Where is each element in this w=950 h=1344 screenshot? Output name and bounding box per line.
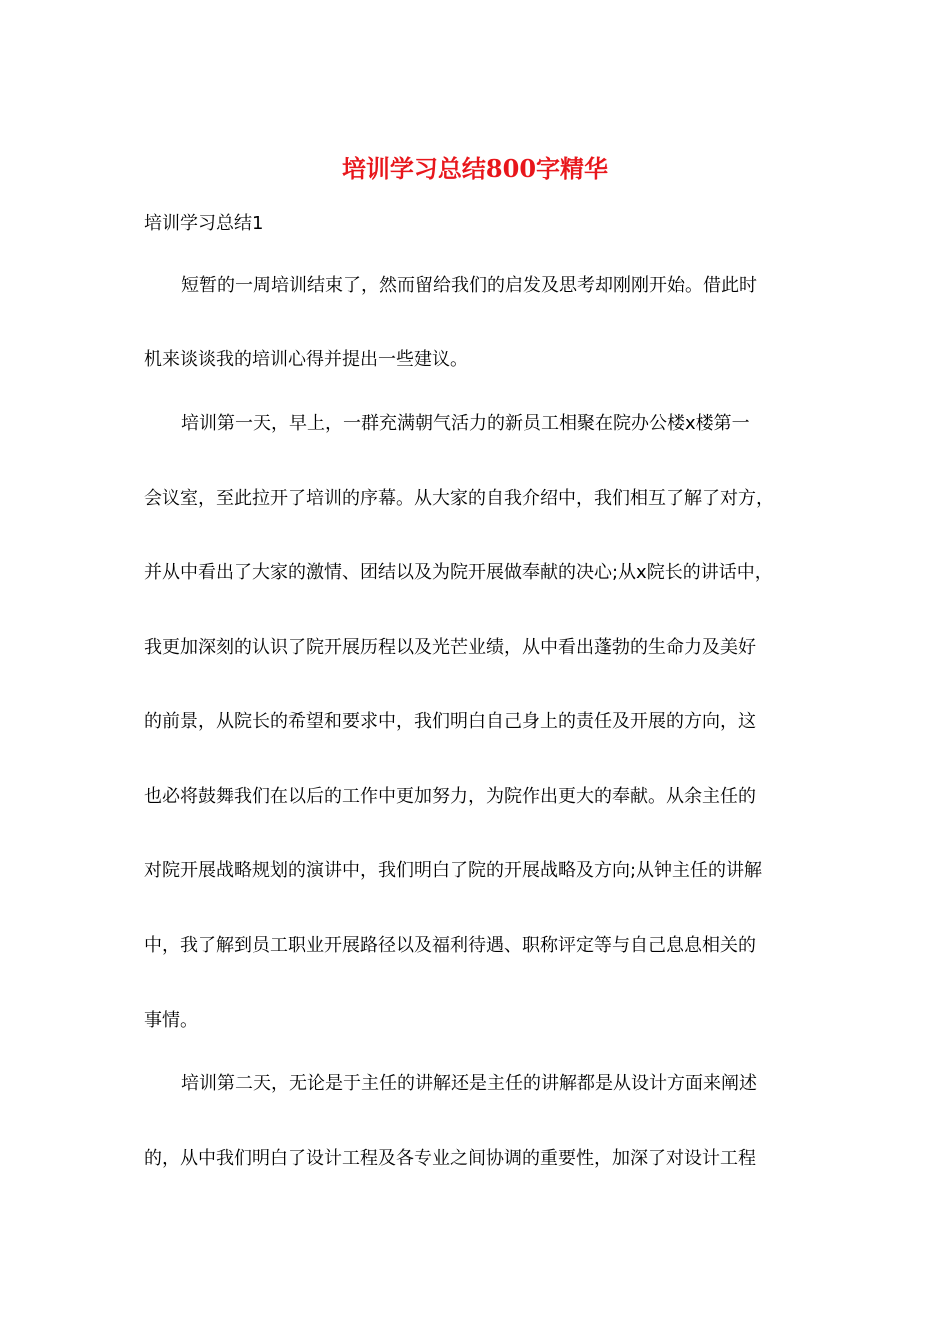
paragraph-line: 的前景，从院长的希望和要求中，我们明白自己身上的责任及开展的方向，这: [144, 711, 756, 732]
paragraph-line: 短暂的一周培训结束了，然而留给我们的启发及思考却刚刚开始。借此时: [181, 275, 757, 296]
paragraph-line: 也必将鼓舞我们在以后的工作中更加努力，为院作出更大的奉献。从余主任的: [144, 786, 756, 807]
paragraph-line: 会议室，至此拉开了培训的序幕。从大家的自我介绍中，我们相互了解了对方，: [144, 488, 774, 509]
paragraph-line: 培训第二天，无论是于主任的讲解还是主任的讲解都是从设计方面来阐述: [181, 1073, 757, 1094]
paragraph-line: 我更加深刻的认识了院开展历程以及光芒业绩，从中看出蓬勃的生命力及美好: [144, 637, 756, 658]
paragraph-line: 培训第一天，早上，一群充满朝气活力的新员工相聚在院办公楼x楼第一: [181, 413, 750, 434]
paragraph-line: 对院开展战略规划的演讲中，我们明白了院的开展战略及方向;从钟主任的讲解: [144, 860, 763, 881]
paragraph-line: 中，我了解到员工职业开展路径以及福利待遇、职称评定等与自己息息相关的: [144, 935, 756, 956]
document-title: 培训学习总结800字精华: [341, 154, 609, 183]
paragraph-line: 事情。: [144, 1010, 198, 1031]
section-heading: 培训学习总结1: [144, 213, 264, 234]
paragraph-line: 并从中看出了大家的激情、团结以及为院开展做奉献的决心;从x院长的讲话中，: [144, 562, 773, 583]
paragraph-line: 的，从中我们明白了设计工程及各专业之间协调的重要性，加深了对设计工程: [144, 1148, 756, 1169]
paragraph-line: 机来谈谈我的培训心得并提出一些建议。: [144, 349, 468, 370]
